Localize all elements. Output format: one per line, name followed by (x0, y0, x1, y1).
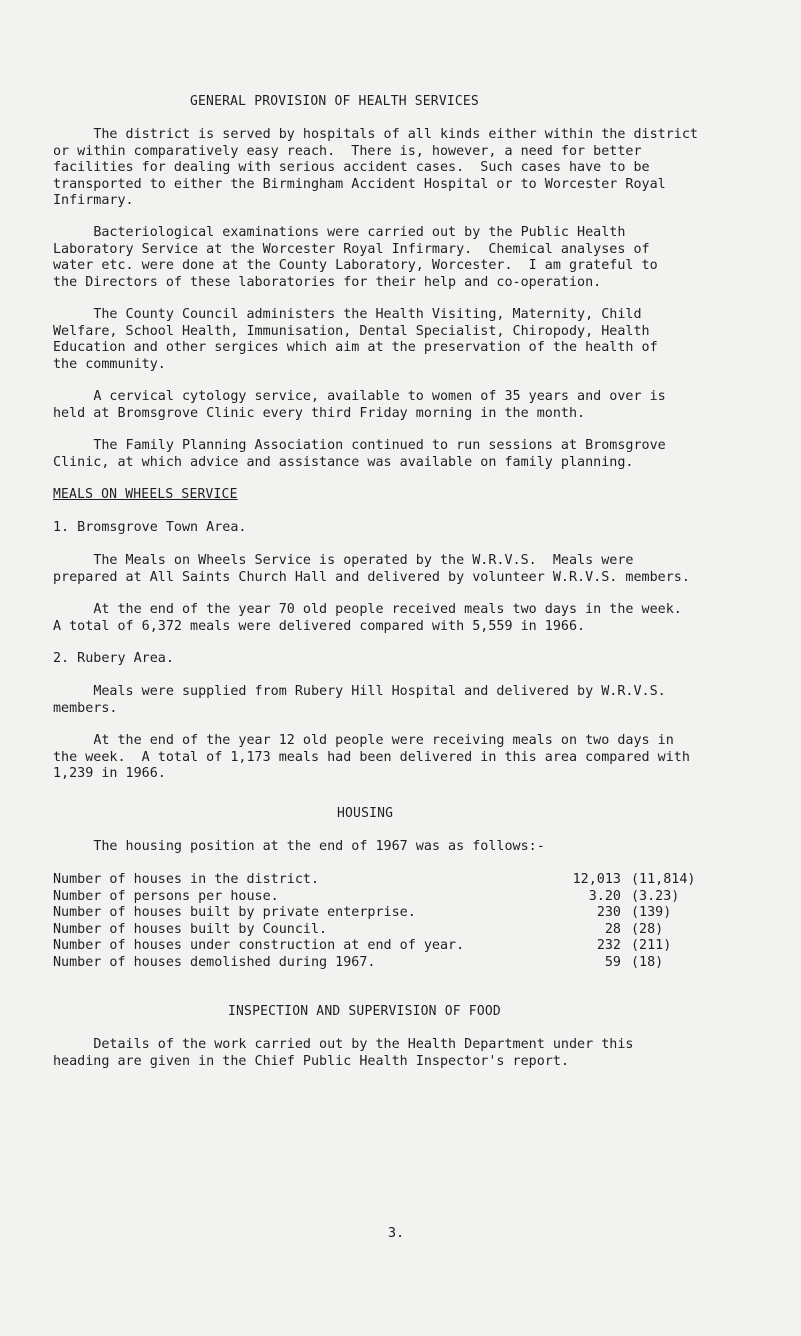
bromsgrove-area-heading: 1. Bromsgrove Town Area. (53, 520, 247, 535)
housing-row-previous: (3.23) (631, 888, 680, 904)
paragraph-hospitals: The district is served by hospitals of all kinds either within the district or within comparatively easy reach. There is, however, a need for better facilities for dealing with serious accident cases. Such cases have to be transported to either the Birmingham Accident Hospital or to Worcester Royal Infirmary. (53, 127, 698, 208)
paragraph-rubery-meals: At the end of the year 12 old people were receiving meals on two days in the week. A total of 1,173 meals had been delivered in this area compared with 1,239 in 1966. (53, 733, 690, 781)
housing-row-value: 12,013 (572, 872, 621, 887)
housing-table (53, 872, 753, 971)
housing-row (53, 922, 753, 939)
housing-intro: The housing position at the end of 1967 was as follows:- (53, 839, 545, 854)
housing-row-previous: (28) (631, 921, 664, 937)
housing-row-label: Number of houses demolished during 1967. (53, 954, 376, 970)
paragraph-rubery-supply: Meals were supplied from Rubery Hill Hospital and delivered by W.R.V.S. members. (53, 684, 666, 716)
page-number: 3. (388, 1226, 405, 1241)
housing-row (53, 905, 753, 922)
paragraph-food: Details of the work carried out by the Health Department under this heading are given in the Chief Public Health Inspector's report. (53, 1037, 634, 1069)
paragraph-bacteriology: Bacteriological examinations were carried out by the Public Health Laboratory Service at the Worcester Royal Infirmary. Chemical analyses of water etc. were done at the County Laboratory, Worcester. I am grateful to the Directors of these laboratories for their help and co-operation. (53, 225, 658, 290)
housing-row-value: 232 (596, 938, 621, 953)
food-heading: INSPECTION AND SUPERVISION OF FOOD (228, 1004, 501, 1019)
housing-heading: HOUSING (337, 806, 394, 821)
housing-row-value: 28 (604, 921, 621, 937)
housing-row-label: Number of houses built by private enterprise. (53, 905, 416, 920)
housing-row-previous: (11,814) (631, 872, 696, 887)
paragraph-meals-service: The Meals on Wheels Service is operated by the W.R.V.S. Meals were prepared at All Saints Church Hall and delivered by volunteer W.R.V.S. members. (53, 553, 690, 585)
rubery-area-heading: 2. Rubery Area. (53, 651, 174, 666)
housing-row-previous: (211) (631, 938, 672, 953)
housing-row (53, 938, 753, 955)
housing-row-label: Number of houses under construction at end of year. (53, 938, 465, 953)
meals-section-heading: MEALS ON WHEELS SERVICE (53, 487, 238, 502)
housing-row-value: 3.20 (588, 888, 621, 904)
housing-row-previous: (18) (631, 954, 664, 970)
paragraph-county-council: The County Council administers the Health Visiting, Maternity, Child Welfare, School Health, Immunisation, Dental Specialist, Chiropody, Health Education and other sergices which aim at the preservation of the health of the community. (53, 307, 658, 372)
housing-row (53, 872, 753, 889)
housing-row-label: Number of houses in the district. (53, 872, 320, 887)
housing-row (53, 889, 753, 906)
housing-row-previous: (139) (631, 905, 672, 920)
housing-row-value: 59 (604, 954, 621, 970)
housing-row-label: Number of houses built by Council. (53, 921, 328, 937)
housing-row-value: 230 (596, 905, 621, 920)
page-title: GENERAL PROVISION OF HEALTH SERVICES (190, 94, 479, 109)
paragraph-cervical-cytology: A cervical cytology service, available to women of 35 years and over is held at Bromsgrove Clinic every third Friday morning in the month. (53, 389, 666, 421)
paragraph-family-planning: The Family Planning Association continued to run sessions at Bromsgrove Clinic, at which advice and assistance was available on family planning. (53, 438, 666, 470)
housing-row (53, 955, 753, 972)
paragraph-bromsgrove-meals: At the end of the year 70 old people received meals two days in the week. A total of 6,372 meals were delivered compared with 5,559 in 1966. (53, 602, 682, 634)
housing-row-label: Number of persons per house. (53, 888, 279, 904)
